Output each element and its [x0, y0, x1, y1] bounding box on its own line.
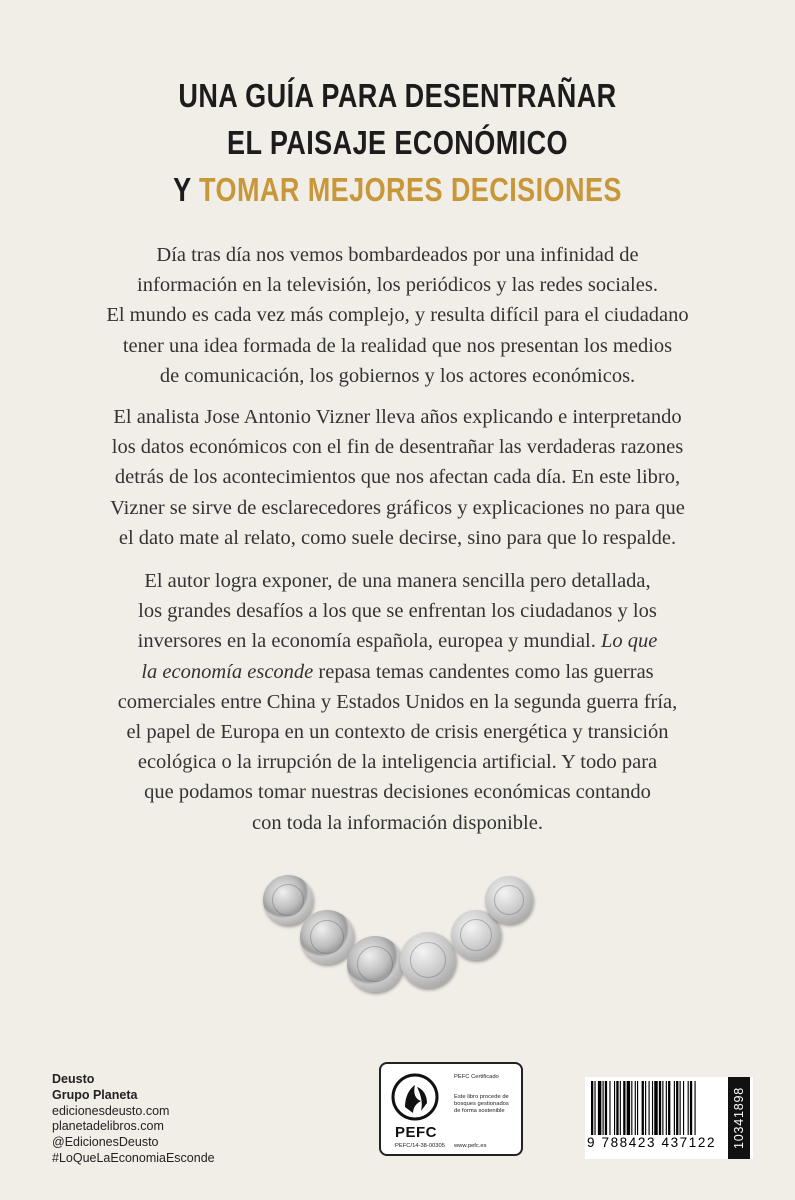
p1-line: Día tras día nos vemos bombardeados por una infinidad de	[156, 244, 639, 266]
p2-line: Vizner se sirve de esclarecedores gráficos y explicaciones no para que	[110, 496, 685, 519]
barcode-bar	[688, 1081, 689, 1135]
headline-accent: TOMAR MEJORES DECISIONES	[199, 171, 622, 208]
headline-line-2: EL PAISAJE ECONÓMICO	[226, 124, 568, 161]
side-code-text: 10341898	[732, 1086, 746, 1150]
synopsis-paragraph-1	[70, 240, 725, 391]
p2-line: detrás de los acontecimientos que nos afectan cada día. En este libro,	[114, 466, 681, 489]
p3-line4-text: repasa temas candentes como las guerras	[313, 660, 654, 683]
p1-line: El mundo es cada vez más complejo, y resulta difícil para el ciudadano	[106, 304, 689, 327]
p3-line3-text: inversores en la economía española, europea y mundial.	[137, 630, 601, 653]
publisher-info	[52, 1072, 215, 1167]
side-code-label	[728, 1077, 750, 1159]
p2-line: El analista Jose Antonio Vizner lleva años explicando e interpretando	[113, 406, 682, 428]
barcode-bar	[591, 1081, 593, 1135]
p1-line: de comunicación, los gobiernos y los actores económicos.	[159, 364, 636, 387]
pefc-code: PEFC/14-38-00305	[395, 1143, 445, 1149]
barcode-bar	[620, 1081, 621, 1135]
p1-line: tener una idea formada de la realidad que nos presentan los medios	[122, 334, 673, 357]
barcode-bar	[645, 1081, 646, 1135]
pefc-wordmark: PEFC	[394, 1124, 437, 1141]
pefc-description: Este libro procede de bosques gestionados de forma sostenible	[454, 1094, 509, 1114]
barcode-bar	[690, 1081, 692, 1135]
barcode-bar	[598, 1081, 601, 1135]
euro-coins-image	[260, 870, 540, 995]
book-title-part-1: Lo que	[601, 630, 658, 653]
coin	[347, 936, 403, 992]
barcode-bar	[649, 1081, 650, 1135]
barcode-bars	[591, 1081, 727, 1135]
coin	[263, 875, 313, 925]
publisher-name: Deusto	[52, 1072, 95, 1086]
coin	[400, 932, 456, 988]
p3-line: comerciales entre China y Estados Unidos en la segunda guerra fría,	[117, 690, 678, 713]
barcode-bar	[603, 1081, 604, 1135]
barcode-bar	[627, 1081, 630, 1135]
p3-line	[70, 657, 725, 687]
barcode-bar	[609, 1081, 610, 1135]
coin	[300, 910, 354, 964]
barcode-bar	[666, 1081, 667, 1135]
book-title-part-2: la economía esconde	[141, 660, 314, 683]
pefc-website: www.pefc.es	[454, 1143, 487, 1149]
barcode-bar	[635, 1081, 636, 1135]
barcode-bar	[605, 1081, 607, 1135]
barcode-bar	[659, 1081, 661, 1135]
p3-line: los grandes desafíos a los que se enfrentan los ciudadanos y los	[138, 600, 657, 623]
barcode-bar	[637, 1081, 638, 1135]
coin	[485, 876, 533, 924]
publisher-link: planetadelibros.com	[52, 1119, 164, 1134]
barcode-bar	[616, 1081, 618, 1135]
barcode-bar	[676, 1081, 678, 1135]
synopsis-paragraph-3	[70, 566, 725, 838]
p3-line: ecológica o la irrupción de la inteligencia artificial. Y todo para	[137, 751, 658, 774]
publisher-hashtag: #LoQueLaEconomiaEsconde	[52, 1150, 215, 1165]
headline-line-3-prefix: Y	[173, 171, 200, 208]
pefc-certification-box	[379, 1062, 523, 1156]
pefc-tree-logo-icon	[391, 1073, 439, 1121]
barcode-bar	[642, 1081, 644, 1135]
p3-line: El autor logra exponer, de una manera sencilla pero detallada,	[144, 570, 651, 592]
barcode-bar	[662, 1081, 663, 1135]
publisher-group: Grupo Planeta	[52, 1087, 138, 1102]
barcode-bar	[594, 1081, 595, 1135]
p1-line: información en la televisión, los periódicos y las redes sociales.	[137, 274, 658, 297]
p2-line: el dato mate al relato, como suele decirse, sino para que lo respalde.	[118, 526, 677, 549]
p2-line: los datos económicos con el fin de desentrañar las verdaderas razones	[111, 436, 684, 459]
p3-line: el papel de Europa en un contexto de crisis energética y transición	[126, 721, 669, 744]
barcode-bar	[668, 1081, 670, 1135]
publisher-social: @EdicionesDeusto	[52, 1135, 159, 1150]
barcode-bar	[695, 1081, 696, 1135]
publisher-link: edicionesdeusto.com	[52, 1103, 170, 1118]
barcode-bar	[631, 1081, 632, 1135]
p3-line: que podamos tomar nuestras decisiones económicas contando	[144, 781, 651, 804]
p3-line	[70, 626, 725, 656]
barcode-bar	[614, 1081, 615, 1135]
back-cover-headline	[72, 72, 724, 213]
barcode-bar	[674, 1081, 675, 1135]
barcode-bar	[652, 1081, 653, 1135]
barcode-bar	[683, 1081, 684, 1135]
barcode-bar	[623, 1081, 625, 1135]
barcode-bar	[654, 1081, 657, 1135]
pefc-certified-label: PEFC Certificado	[454, 1074, 499, 1080]
synopsis-paragraph-2	[70, 402, 725, 553]
headline-line-3	[72, 166, 724, 213]
headline-line-1: UNA GUÍA PARA DESENTRAÑAR	[178, 77, 617, 114]
p3-line: con toda la información disponible.	[252, 811, 543, 834]
barcode-bar	[680, 1081, 681, 1135]
isbn-number: 9 788423 437122	[587, 1135, 717, 1150]
